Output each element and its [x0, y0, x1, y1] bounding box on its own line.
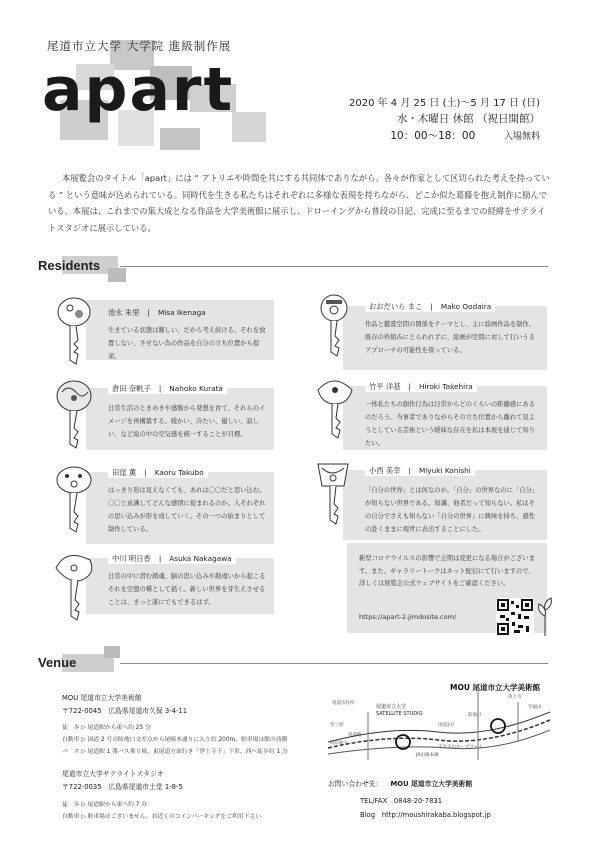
resident-name-ja: 中川 明日香 — [112, 554, 151, 563]
plant-sketch-icon — [536, 596, 554, 636]
resident-name-ja: 倉田 奈帆子 — [112, 384, 151, 393]
resident-name-en: Kaoru Takubo — [154, 468, 204, 477]
resident-name: 竹平 洋基 | Hiroki Takehira — [365, 382, 477, 392]
map-label: 千光寺山ロープウェイ — [438, 745, 483, 750]
venue-heading: Venue — [38, 655, 77, 670]
key-illustration-icon — [52, 550, 98, 622]
event-hours: 10：00～18：00 — [390, 130, 476, 142]
key-illustration-icon — [312, 292, 356, 358]
contact-org: MOU 尾道市立大学美術館 — [390, 780, 473, 788]
venue-name: MOU 尾道市立大学美術館 — [62, 694, 142, 702]
venue-address: 〒722-0045 広島県尾道市久保 3-4-11 — [62, 707, 188, 715]
venue-name: 尾道市立大学サテライトスタジオ — [62, 770, 164, 778]
event-admission: 入場無料 — [503, 132, 540, 142]
contact-label: お問い合わせ先： — [328, 780, 383, 788]
map-label: 浄土寺 — [508, 695, 522, 700]
event-closed: 水・木曜日 休館 （祝日開館） — [396, 113, 540, 125]
venue-address: 〒722-0035 広島県尾道市土堂 1-8-5 — [62, 783, 183, 791]
website-link[interactable]: https://apart-2.jimdosite.com/ — [359, 613, 457, 621]
resident-card-konishi — [343, 466, 547, 540]
resident-desc: 日常の中に潜む鎮魂、脳の思い込みや勘違いから起こるそれを空想の種として描く。新しい世界を芽生えさせることは、きっと誰にでもできるはず。 — [108, 573, 266, 606]
map-label: 国道2号 — [438, 723, 455, 728]
resident-name: 田窪 薫 | Kaoru Takubo — [108, 468, 208, 478]
exhibition-title: apart — [42, 55, 235, 125]
map-museum-label: MOU 尾道市立大学美術館 — [450, 683, 541, 692]
contact-blog[interactable]: Blog http://moushirakaba.blogspot.jp — [360, 811, 491, 819]
map-label: 至三原 — [330, 723, 344, 728]
contact-line — [328, 778, 472, 788]
key-illustration-icon — [312, 374, 358, 440]
resident-desc: はっきり形は見えなくても、あれは〇〇だと思い込む。〇〇と意識してどんな感情に捉まれるのか。人それぞれの思い込みが形を成していく。その一つの始まりとして制作している。 — [108, 487, 266, 533]
resident-name-en: Mako Oodaira — [440, 302, 492, 311]
key-illustration-icon — [52, 378, 98, 450]
resident-desc: 一体私たちの創作行為は日常からどのくらいの距離感にあるのだろう。当事者でありながらその立ち位置から離れて見ようとしている芸術という曖昧な存在を私は本展を通じて知りたい。 — [365, 401, 536, 447]
residents-heading: Residents — [38, 258, 101, 273]
decor-square — [232, 112, 266, 142]
resident-card-kurata — [86, 384, 274, 450]
resident-name-en: Misa Ikenaga — [157, 308, 206, 317]
exhibition-subtitle: 尾道市立大学 大学院 進級制作展 — [47, 39, 232, 53]
resident-name-en: Asuka Nakagawa — [169, 554, 232, 563]
access-map[interactable] — [328, 682, 550, 760]
key-illustration-icon — [310, 458, 356, 528]
section-decor — [104, 646, 120, 658]
resident-desc: 「自分の世界」とは何なのか。「自分」の世界なのに「自分」が知らない世界である。知識、他者だって知らない。私はその自分でさえも知らない「自分の世界」に興味を持ち、感性の赴くままに現世に表出することにした。 — [365, 487, 539, 533]
resident-card-takehira — [343, 382, 547, 450]
resident-name-en: Hiroki Takehira — [418, 382, 473, 391]
venue-access: 自動車 ▷ 駐車場はございません。お近くのコインパーキングをご利用下さい — [62, 814, 262, 820]
venue-access: バ ス ▷ 尾道駅 1 番バス乗り場、東尾道方面行き「浄土寺下」下車、西へ徒歩約 1 分 — [62, 749, 288, 755]
resident-name: 倉田 奈帆子 | Nahoko Kurata — [108, 384, 227, 394]
key-illustration-icon — [52, 464, 98, 536]
contact-tel: TEL/FAX 0848-20-7831 — [360, 797, 443, 805]
resident-name: 池永 朱里 | Misa Ikenaga — [108, 308, 206, 317]
resident-name-ja: 田窪 薫 — [112, 468, 137, 477]
venue-access: 徒 歩 ▷ 尾道駅から東へ約 25 分 — [62, 725, 151, 731]
resident-name-ja: おおだいら まこ — [369, 302, 423, 311]
intro-paragraph: 本展覧会のタイトル「apart」には “ アトリエや時間を共にする共同体でありながら、各々が作家として区切られた考えを持っている ” という意味が込められている。同時代を生きる私たちはそれぞれに多様な表現を持ちながら、どこか似た葛藤を抱え制作に励んでいる。本展は、これまでの集大成となる作品を大学美術館に展示し、ドローイングから普段の日記、完成に至るまでの経緯をサテライトスタジオに展示している。 — [48, 173, 550, 233]
resident-card-nakagawa — [86, 554, 274, 614]
resident-name: 中川 明日香 | Asuka Nakagawa — [108, 554, 236, 564]
notice-text: 新型コロナウイルスの影響で会期は変更になる場合がございます。また、ギャラリートークはネット配信にて行いますので、詳しくは展覧会公式ウェブサイトをご確認ください。 — [359, 555, 535, 587]
resident-name: おおだいら まこ | Mako Oodaira — [365, 302, 495, 312]
venue-access: 徒 歩 ▷ 尾道駅から東へ約 7 分 — [62, 802, 148, 808]
map-label: 至福山 — [528, 705, 542, 710]
map-label: 防地口 — [468, 713, 482, 718]
resident-desc: 生きている状態は難しい、だから考え続ける。それを放置しない、させない為の作品を自分の立ち位置から提案。 — [108, 327, 266, 360]
resident-card-ikenaga — [86, 300, 274, 360]
resident-name-en: Nahoko Kurata — [169, 384, 223, 393]
resident-card-takubo — [86, 468, 274, 544]
map-label: 尾道駅 — [348, 733, 362, 738]
section-divider — [120, 266, 548, 267]
resident-desc: 作品と鑑賞空間の関係をテーマとし、主に絵画作品を制作。既存の枠組みにとらわれずに、絵画が空間に対して行いうるアプローチの可能性を探っている。 — [365, 321, 536, 354]
venue-access: 自動車 ▷ 国道 2 号の防地口交差点から尾崎本通りに入り約 200m。駐車場は館の西側 — [62, 737, 288, 743]
resident-name-ja: 竹平 洋基 — [369, 382, 401, 391]
map-label: 尾道市役所 — [332, 701, 355, 706]
resident-name-en: Miyuki Konishi — [418, 466, 471, 475]
section-decor — [108, 268, 126, 282]
section-divider — [120, 663, 548, 664]
resident-card-oodaira — [343, 302, 547, 370]
resident-name: 小西 美幸 | Miyuki Konishi — [365, 466, 475, 476]
event-hours-row — [390, 128, 540, 143]
resident-desc: 日常生活のときめきや感動から発想を育て、それらのイメージを再構築する。暖かい、冷たい、優しい、寂しい、など絵の中の空気感を統一することが目標。 — [108, 405, 266, 438]
map-label: 海岸通り — [330, 741, 348, 746]
decor-square — [160, 128, 200, 150]
event-dates: 2020 年 4 月 25 日 (土)～5 月 17 日 (日) — [348, 98, 540, 109]
key-illustration-icon — [52, 294, 98, 366]
map-label: JR山陽本線 — [416, 753, 439, 758]
map-studio-label: 尾道市立大学 SATELLITE STUDIO — [376, 704, 423, 717]
resident-name-ja: 小西 美幸 — [369, 466, 401, 475]
qr-code-icon[interactable] — [496, 598, 534, 636]
resident-name-ja: 池永 朱里 — [108, 308, 140, 317]
